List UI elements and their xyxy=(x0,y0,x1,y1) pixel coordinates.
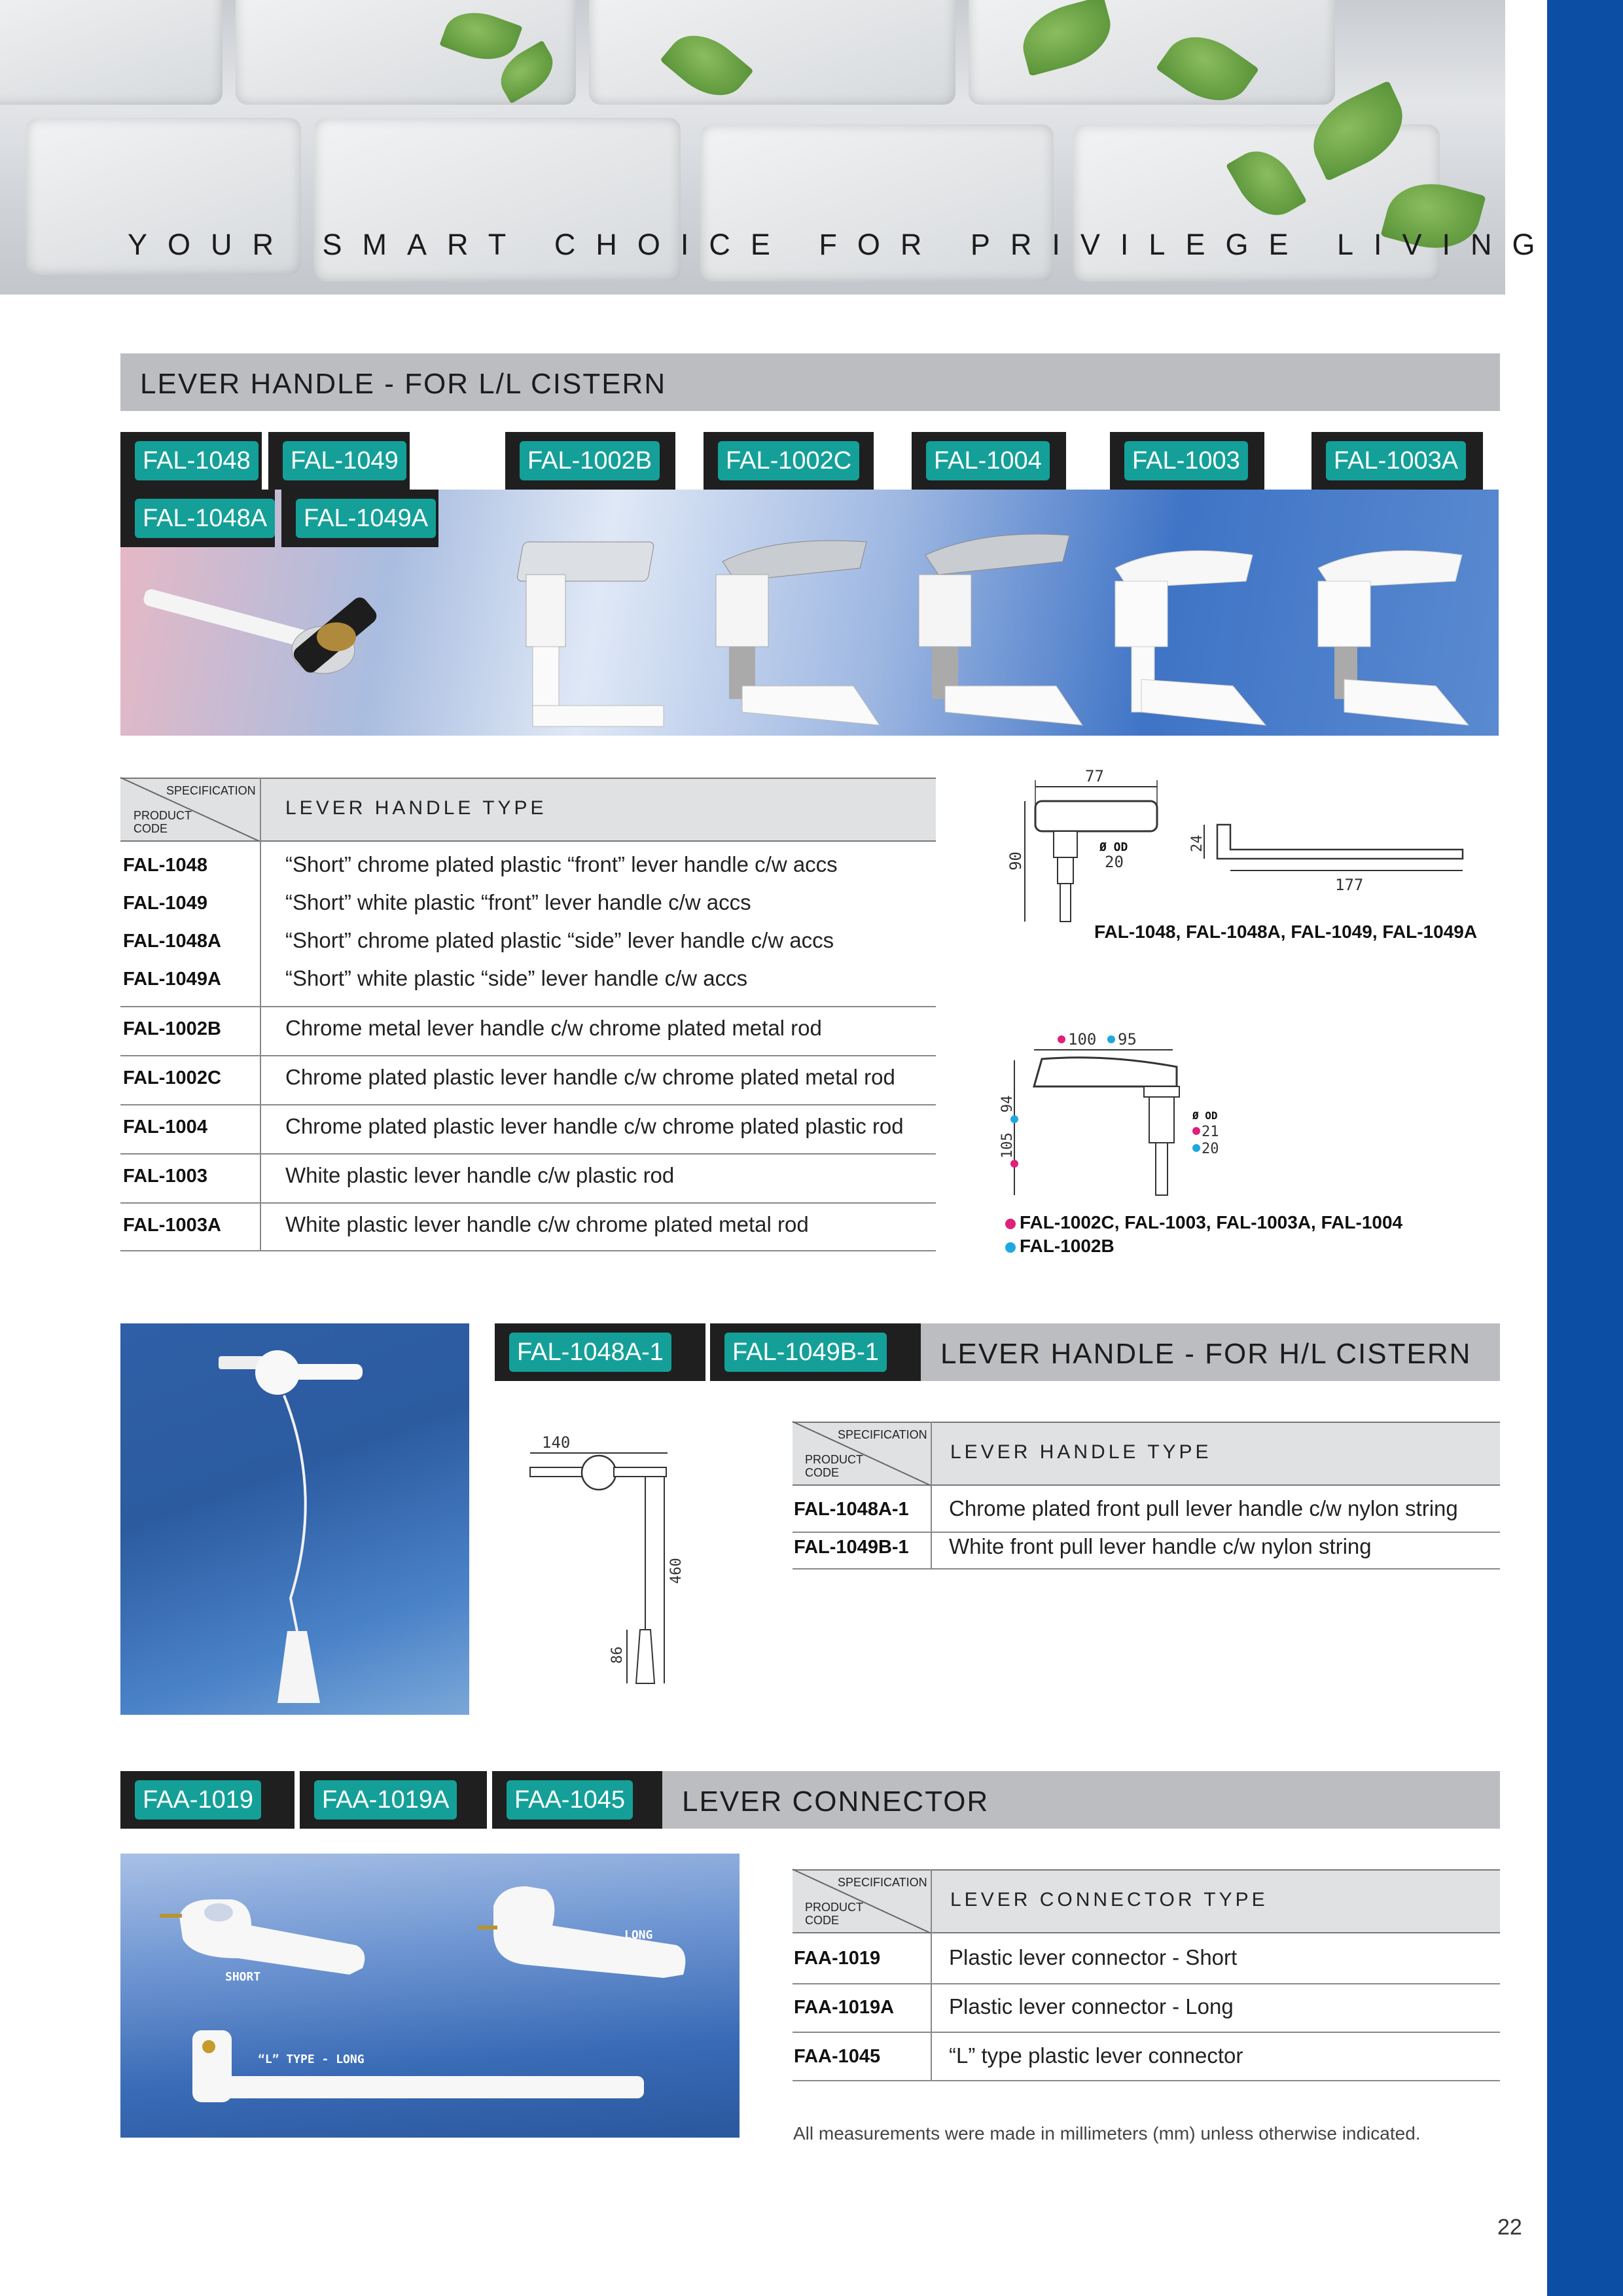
page-number: 22 xyxy=(1497,2215,1522,2240)
corner-spec: SPECIFICATION xyxy=(838,1428,927,1441)
row-code: FAL-1049B-1 xyxy=(794,1537,909,1558)
code-label: FAL-1049B-1 xyxy=(724,1333,887,1372)
code-tab xyxy=(120,1771,294,1829)
table-header-title: LEVER HANDLE TYPE xyxy=(950,1441,1212,1463)
code-label: FAL-1048 xyxy=(135,441,259,480)
photo-label: LONG xyxy=(624,1928,653,1942)
row-desc: Plastic lever connector - Short xyxy=(949,1945,1238,1969)
product-photo-h-l-handle xyxy=(120,1323,469,1715)
code-tab xyxy=(710,1323,921,1381)
code-label: FAL-1004 xyxy=(926,441,1050,480)
code-tab xyxy=(495,1323,705,1381)
front-lever-icon xyxy=(716,541,880,725)
code-tab xyxy=(120,490,275,547)
dim-label: 90 xyxy=(1007,852,1025,870)
code-label: FAL-1048A-1 xyxy=(509,1333,671,1372)
dim-label: 20 xyxy=(1105,853,1124,871)
code-tab xyxy=(505,432,675,490)
front-lever-icon xyxy=(1318,550,1469,725)
code-label: FAL-1049A xyxy=(296,499,436,538)
code-label: FAA-1019 xyxy=(135,1780,261,1820)
row-desc: White plastic lever handle c/w plastic rod xyxy=(285,1163,675,1187)
row-divider xyxy=(793,2032,1500,2033)
code-label: FAL-1002B xyxy=(520,441,660,480)
row-desc: “L” type plastic lever connector xyxy=(949,2043,1243,2068)
code-tab xyxy=(1110,432,1264,490)
dim-label: 105 xyxy=(999,1132,1016,1158)
model-list-2a xyxy=(1005,1212,1402,1233)
code-label: FAA-1019A xyxy=(314,1780,457,1820)
row-divider xyxy=(120,1153,936,1155)
row-code: FAL-1002C xyxy=(123,1067,221,1088)
front-lever-icon xyxy=(516,542,664,726)
dimension-diagram-2 xyxy=(1001,1021,1329,1204)
dim-label: 100 xyxy=(1068,1030,1097,1049)
model-list-text: FAL-1002C, FAL-1003, FAL-1003A, FAL-1004 xyxy=(1020,1212,1403,1232)
section-title: LEVER CONNECTOR xyxy=(682,1785,990,1818)
corner-product: PRODUCT xyxy=(805,1453,863,1466)
dim-label: Ø OD xyxy=(1099,840,1128,854)
dim-label: 24 xyxy=(1189,834,1205,852)
row-divider xyxy=(120,1250,936,1251)
corner-spec: SPECIFICATION xyxy=(166,784,256,797)
dim-label: 20 xyxy=(1202,1141,1219,1157)
corner-product: PRODUCT xyxy=(805,1901,863,1914)
row-code: FAL-1048 xyxy=(123,855,207,876)
row-code: FAA-1019 xyxy=(794,1948,881,1969)
row-code: FAL-1048A-1 xyxy=(794,1499,909,1520)
product-photo-connectors xyxy=(120,1854,740,2138)
dim-label: 94 xyxy=(999,1095,1016,1113)
row-code: FAL-1004 xyxy=(123,1117,207,1138)
row-divider xyxy=(120,1055,936,1056)
connectors-illustration xyxy=(120,1854,740,2138)
code-label: FAL-1048A xyxy=(135,499,275,538)
row-divider xyxy=(793,1568,1500,1570)
model-list-1: FAL-1048, FAL-1048A, FAL-1049, FAL-1049A xyxy=(1094,922,1478,942)
dim-label: 21 xyxy=(1202,1124,1219,1140)
dimension-diagram-3 xyxy=(517,1427,700,1702)
row-code: FAL-1003 xyxy=(123,1166,207,1187)
code-tab xyxy=(281,490,438,547)
code-label: FAL-1003A xyxy=(1326,441,1466,480)
section-title: LEVER HANDLE - FOR H/L CISTERN xyxy=(940,1338,1472,1370)
side-lever-icon xyxy=(142,588,380,675)
corner-product: PRODUCT xyxy=(134,809,192,822)
column-divider xyxy=(931,1422,932,1570)
corner-code: CODE xyxy=(805,1914,840,1927)
row-code: FAL-1003A xyxy=(123,1215,221,1236)
front-lever-icon xyxy=(919,534,1082,725)
cyan-dot-icon xyxy=(1005,1242,1016,1253)
model-list-text: FAL-1002B xyxy=(1020,1236,1115,1256)
dim-label: 86 xyxy=(609,1646,626,1664)
dim-label: 140 xyxy=(542,1433,571,1452)
corner-code: CODE xyxy=(805,1466,840,1479)
corner-code: CODE xyxy=(134,822,168,835)
dim-label: 95 xyxy=(1118,1030,1137,1049)
row-divider xyxy=(793,1983,1500,1984)
row-desc: White front pull lever handle c/w nylon string xyxy=(949,1534,1372,1558)
column-divider xyxy=(931,1869,932,2081)
row-desc: Chrome plated plastic lever handle c/w chrome plated metal rod xyxy=(285,1065,895,1089)
row-desc: Chrome plated front pull lever handle c/w nylon string xyxy=(949,1496,1458,1520)
row-desc: “Short” chrome plated plastic “front” lever handle c/w accs xyxy=(285,852,838,876)
brick xyxy=(589,0,955,105)
row-desc: White plastic lever handle c/w chrome plated metal rod xyxy=(285,1212,809,1236)
code-label: FAA-1045 xyxy=(507,1780,633,1820)
front-lever-icon xyxy=(1115,550,1266,725)
code-label: FAL-1002C xyxy=(718,441,859,480)
corner-spec: SPECIFICATION xyxy=(838,1876,927,1889)
code-tab xyxy=(492,1771,662,1829)
table-header-title: LEVER HANDLE TYPE xyxy=(285,797,547,819)
row-desc: “Short” white plastic “side” lever handle c/w accs xyxy=(285,966,748,990)
row-desc: Plastic lever connector - Long xyxy=(949,1994,1234,2018)
section-title: LEVER HANDLE - FOR L/L CISTERN xyxy=(140,368,667,400)
model-list-2b xyxy=(1005,1236,1115,1257)
row-desc: Chrome plated plastic lever handle c/w chrome plated plastic rod xyxy=(285,1114,904,1138)
row-desc: “Short” white plastic “front” lever handle c/w accs xyxy=(285,890,751,914)
code-tab xyxy=(704,432,874,490)
header-banner xyxy=(0,0,1556,295)
code-tab xyxy=(120,432,262,490)
code-label: FAL-1003 xyxy=(1124,441,1248,480)
measurement-note: All measurements were made in millimeters (mm) unless otherwise indicated. xyxy=(793,2123,1421,2144)
row-divider xyxy=(120,1202,936,1204)
code-tab xyxy=(1311,432,1483,490)
side-color-bar xyxy=(1547,0,1623,2296)
row-divider xyxy=(120,1104,936,1105)
row-desc: Chrome metal lever handle c/w chrome plated metal rod xyxy=(285,1016,822,1040)
table-header-title: LEVER CONNECTOR TYPE xyxy=(950,1889,1268,1910)
code-tab xyxy=(300,1771,487,1829)
row-code: FAL-1049A xyxy=(123,969,221,990)
row-code: FAL-1002B xyxy=(123,1018,221,1039)
code-tab xyxy=(268,432,410,490)
row-divider xyxy=(793,2080,1500,2081)
code-tab xyxy=(912,432,1066,490)
dim-label: Ø OD xyxy=(1192,1109,1218,1122)
dim-label: 460 xyxy=(668,1558,685,1584)
tagline: YOUR SMART CHOICE FOR PRIVILEGE LIVING xyxy=(128,228,1556,261)
row-divider xyxy=(120,1006,936,1007)
pull-handle-illustration xyxy=(120,1323,469,1715)
dim-label: 177 xyxy=(1335,876,1364,894)
row-code: FAA-1019A xyxy=(794,1997,895,2018)
row-desc: “Short” chrome plated plastic “side” lever handle c/w accs xyxy=(285,928,834,952)
dim-label: 77 xyxy=(1085,767,1104,785)
row-code: FAL-1048A xyxy=(123,931,221,952)
photo-label: SHORT xyxy=(225,1970,261,1984)
code-label: FAL-1049 xyxy=(283,441,406,480)
photo-label: “L” TYPE - LONG xyxy=(258,2053,365,2066)
magenta-dot-icon xyxy=(1005,1219,1016,1229)
column-divider xyxy=(260,778,261,1251)
brick xyxy=(0,0,223,105)
row-code: FAA-1045 xyxy=(794,2046,881,2067)
row-code: FAL-1049 xyxy=(123,893,207,914)
row-divider xyxy=(793,1532,1500,1533)
